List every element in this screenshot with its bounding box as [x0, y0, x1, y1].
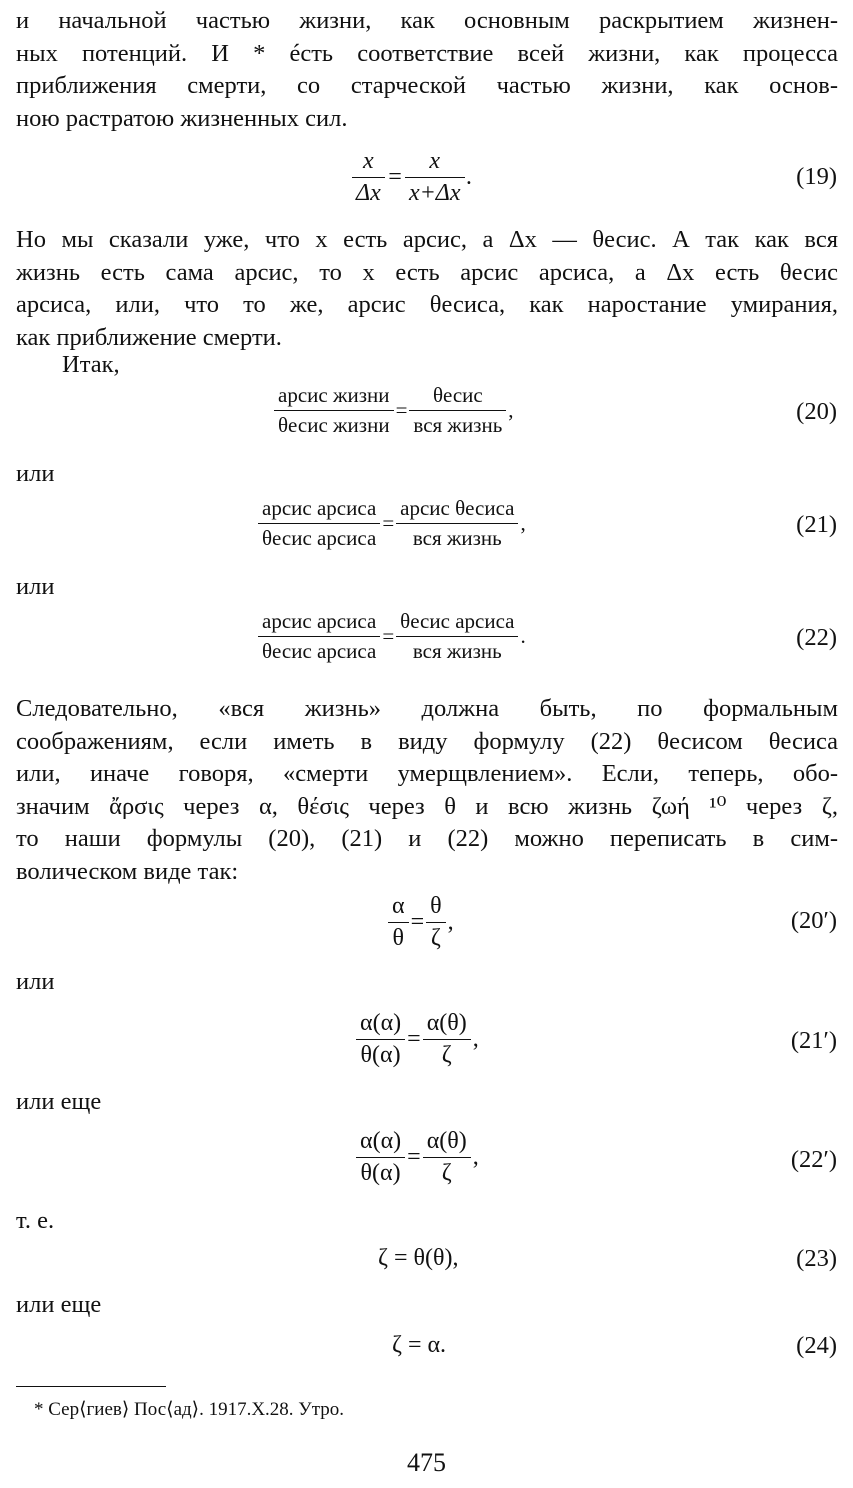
fraction: [356, 1010, 405, 1069]
denominator: ζ: [430, 925, 441, 951]
punctuation: ,: [472, 1026, 479, 1052]
denominator: Δx: [356, 180, 381, 206]
equation-number: (22): [796, 624, 837, 651]
fraction: [356, 1128, 405, 1187]
punctuation: ,: [447, 909, 454, 935]
text-line: и начальной частью жизни, как основным раскрытием жизнен-: [16, 7, 838, 34]
denominator: вся жизнь: [412, 639, 502, 663]
equals-sign: =: [407, 1026, 421, 1052]
text-line: значим ἄρσις через α, θέσις через θ и всю жизнь ζωή ¹⁰ через ζ,: [16, 792, 838, 820]
text-line: ных потенций. И * éсть соответствие всей жизни, как процесса: [16, 39, 838, 67]
fraction: [258, 609, 380, 664]
text-line: как приближение смерти.: [16, 323, 282, 351]
denominator: θ(α): [360, 1160, 401, 1186]
numerator: арсис арсиса: [258, 496, 380, 524]
fraction: [258, 496, 380, 551]
fraction: [274, 383, 394, 438]
equals-sign: =: [386, 164, 403, 190]
text-line: то наши формулы (20), (21) и (22) можно переписать в сим-: [16, 825, 838, 852]
te-label: т. е.: [16, 1207, 55, 1234]
fraction: [409, 383, 506, 438]
equation-number: (21′): [790, 1027, 837, 1054]
fraction: [423, 1128, 471, 1187]
ili-eshe-label: или еще: [16, 1291, 102, 1318]
denominator: вся жизнь: [412, 526, 502, 550]
denominator: вся жизнь: [413, 413, 503, 437]
fraction: [423, 1010, 471, 1069]
numerator: θ: [426, 893, 446, 923]
paragraph-3: [16, 693, 838, 888]
denominator: θесис арсиса: [262, 526, 377, 550]
numerator: θесис: [409, 383, 506, 411]
denominator: θ(α): [360, 1042, 401, 1068]
ili-label: или: [16, 573, 55, 600]
numerator: α(θ): [423, 1128, 471, 1158]
punctuation: .: [520, 624, 526, 648]
paragraph-2: [16, 224, 838, 354]
denominator: x+Δx: [408, 180, 461, 206]
equation-number: (22′): [790, 1146, 837, 1173]
itak-label: Итак,: [62, 351, 120, 378]
numerator: α: [388, 893, 409, 923]
footnote: * Сер⟨гиев⟩ Пос⟨ад⟩. 1917.X.28. Утро.: [34, 1399, 345, 1420]
numerator: α(α): [356, 1128, 405, 1158]
equation-22-prime: [356, 1128, 481, 1187]
equation-21-prime: [356, 1010, 481, 1069]
equation-number: (19): [796, 163, 837, 190]
equals-sign: =: [395, 398, 408, 422]
fraction: [426, 893, 446, 952]
equals-sign: =: [382, 511, 395, 535]
punctuation: .: [466, 164, 473, 190]
numerator: арсис θесиса: [396, 496, 518, 524]
numerator: арсис арсиса: [258, 609, 380, 637]
equals-sign: =: [407, 1144, 421, 1170]
numerator: α(θ): [423, 1010, 471, 1040]
fraction: [388, 893, 409, 952]
equation-21: [258, 496, 528, 551]
ili-eshe-label: или еще: [16, 1088, 102, 1115]
equation-20-prime: [388, 893, 456, 952]
equation-number: (20): [796, 398, 837, 425]
numerator: θесис арсиса: [396, 609, 518, 637]
denominator: ζ: [441, 1042, 452, 1068]
equation-22: [258, 609, 528, 664]
text-line: жизнь есть сама арсис, то x есть арсис арсиса, а Δx есть θесис: [16, 258, 838, 286]
text-line: или, иначе говоря, «смерти умерщвлением». Если, теперь, обо-: [16, 760, 838, 787]
numerator: x: [405, 148, 465, 178]
text-line: ною растратою жизненных сил.: [16, 104, 348, 132]
page-number: 475: [407, 1448, 446, 1477]
equation-24: ζ = α.: [392, 1332, 447, 1358]
denominator: ζ: [441, 1160, 452, 1186]
fraction: [352, 148, 385, 207]
ili-label: или: [16, 460, 55, 487]
fraction: [396, 496, 518, 551]
text-line: арсиса, или, что то же, арсис θесиса, как наростание умирания,: [16, 291, 838, 318]
text-line: Но мы сказали уже, что x есть арсис, а Δx — θесис. А так как вся: [16, 226, 838, 253]
equation-number: (24): [796, 1332, 837, 1359]
equation-23: ζ = θ(θ),: [378, 1245, 459, 1271]
numerator: арсис жизни: [274, 383, 394, 411]
text-line: Следовательно, «вся жизнь» должна быть, по формальным: [16, 695, 838, 722]
punctuation: ,: [508, 398, 514, 422]
equation-number: (23): [796, 1245, 837, 1272]
fraction: [405, 148, 465, 207]
paragraph-1: [16, 5, 838, 135]
equals-sign: =: [382, 624, 395, 648]
fraction: [396, 609, 518, 664]
ili-label: или: [16, 968, 55, 995]
equation-20: [274, 383, 516, 438]
text-line: соображениям, если иметь в виду формулу (22) θесисом θесиса: [16, 727, 838, 755]
text-line: волическом виде так:: [16, 857, 239, 885]
numerator: x: [352, 148, 385, 178]
punctuation: ,: [520, 511, 526, 535]
denominator: θесис арсиса: [262, 639, 377, 663]
equation-number: (21): [796, 511, 837, 538]
punctuation: ,: [472, 1144, 479, 1170]
equation-19: [352, 148, 475, 207]
equation-number: (20′): [790, 907, 837, 934]
equals-sign: =: [410, 909, 425, 935]
denominator: θесис жизни: [278, 413, 390, 437]
numerator: α(α): [356, 1010, 405, 1040]
footnote-rule: [16, 1386, 166, 1387]
denominator: θ: [392, 925, 405, 951]
text-line: приближения смерти, со старческой частью жизни, как основ-: [16, 72, 838, 99]
